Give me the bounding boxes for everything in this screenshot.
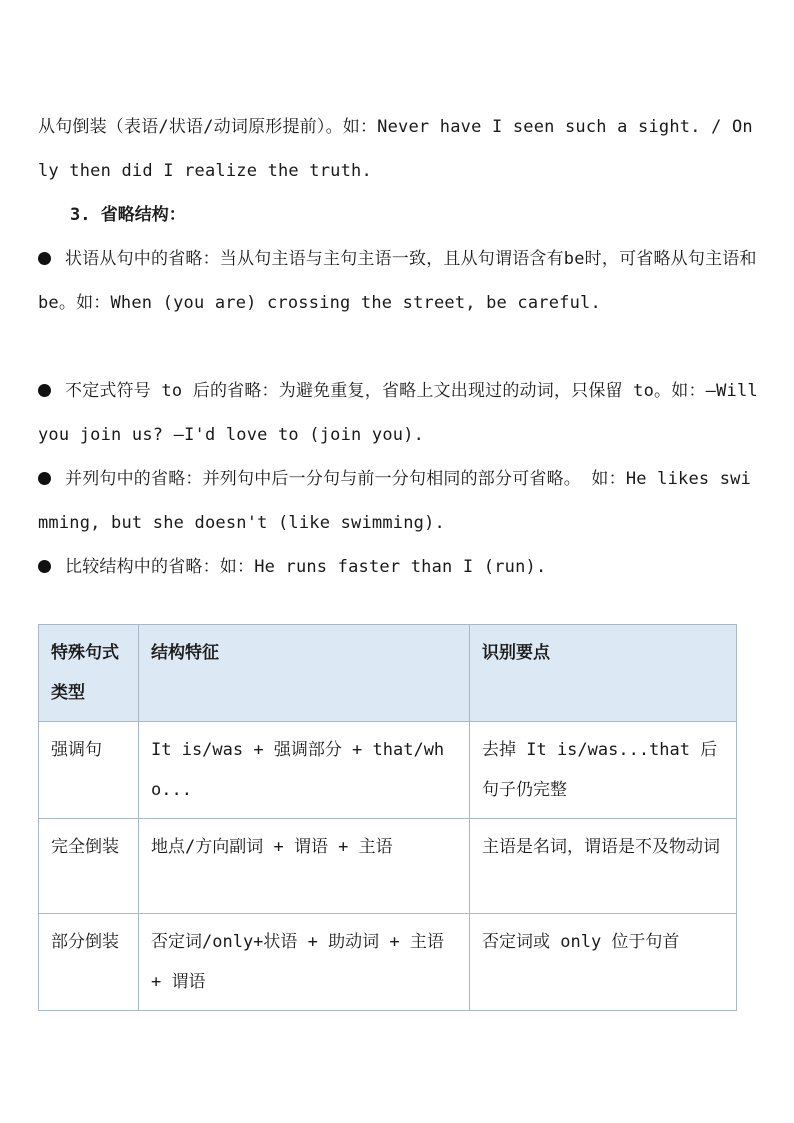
table-cell: It is/was + 强调部分 + that/who... (139, 722, 470, 819)
table-cell: 部分倒装 (39, 914, 139, 1011)
bullet-dot-icon (38, 384, 51, 397)
special-sentence-table (38, 624, 737, 1011)
bullet-text: 并列句中的省略：并列句中后一分句与前一分句相同的部分可省略。 如：He likes swimming, but she doesn't (like swimming). (38, 469, 752, 533)
table-header-cell: 结构特征 (139, 625, 470, 722)
bullet-item (38, 369, 760, 457)
table-cell: 强调句 (39, 722, 139, 819)
bullet-dot-icon (38, 560, 51, 573)
table-row (39, 819, 737, 914)
table-cell: 否定词或 only 位于句首 (470, 914, 737, 1011)
bullet-item (38, 237, 760, 325)
bullet-dot-icon (38, 472, 51, 485)
bullet-text: 不定式符号 to 后的省略：为避免重复，省略上文出现过的动词，只保留 to。如：—Will you join us? —I'd love to (join you). (38, 381, 758, 445)
bullet-item (38, 545, 760, 589)
table-cell: 主语是名词，谓语是不及物动词 (470, 819, 737, 914)
table-header-cell: 特殊句式类型 (39, 625, 139, 722)
bullet-item (38, 457, 760, 545)
bullet-text: 状语从句中的省略：当从句主语与主句主语一致，且从句谓语含有be时，可省略从句主语和 be。如：When (you are) crossing the street, be careful. (38, 249, 757, 313)
table-cell: 去掉 It is/was...that 后句子仍完整 (470, 722, 737, 819)
table-header-row (39, 625, 737, 722)
inversion-paragraph: 从句倒装（表语/状语/动词原形提前）。如：Never have I seen such a sight. / Only then did I realize the truth. (38, 117, 753, 181)
bullet-text: 比较结构中的省略：如：He runs faster than I (run). (65, 557, 547, 577)
table-cell: 完全倒装 (39, 819, 139, 914)
table-row (39, 722, 737, 819)
table-cell: 否定词/only+状语 + 助动词 + 主语 + 谓语 (139, 914, 470, 1011)
table-cell: 地点/方向副词 + 谓语 + 主语 (139, 819, 470, 914)
table-row (39, 914, 737, 1011)
bullet-dot-icon (38, 252, 51, 265)
ellipsis-heading: 3. 省略结构： (70, 205, 186, 225)
table-header-cell: 识别要点 (470, 625, 737, 722)
